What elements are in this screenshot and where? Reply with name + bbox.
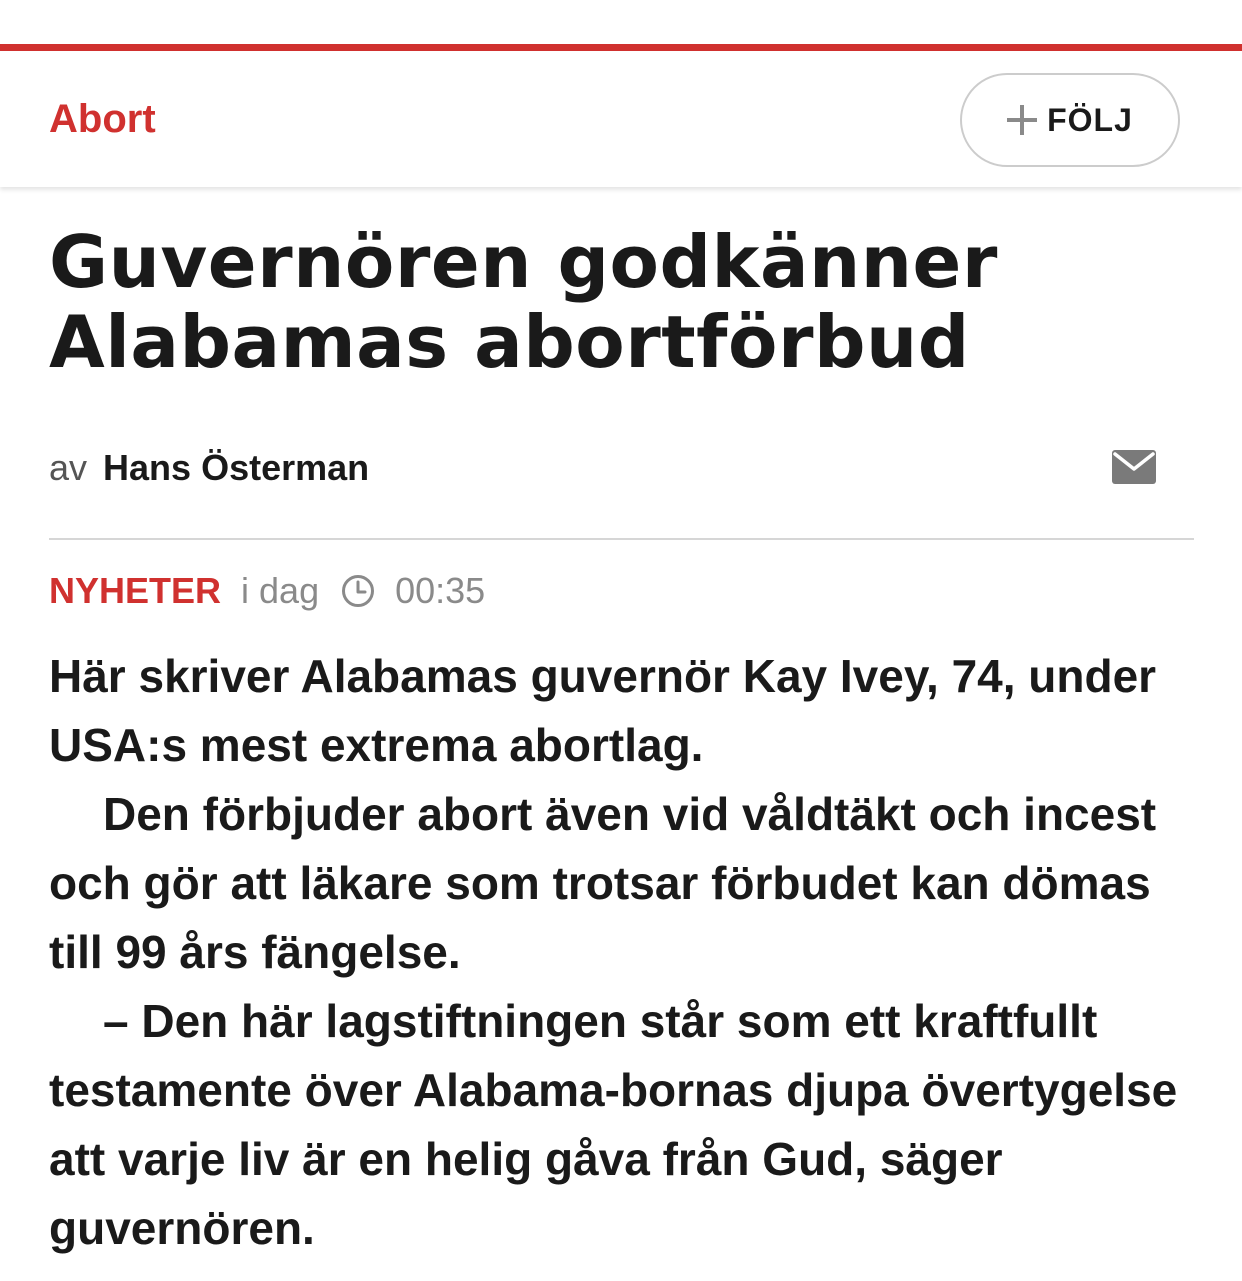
clock-icon xyxy=(341,574,375,608)
follow-label: FÖLJ xyxy=(1047,101,1133,138)
paragraph-1: Här skriver Alabamas guvernör Kay Ivey, 74, under USA:s mest extrema abortlag. xyxy=(49,650,1157,771)
divider xyxy=(49,538,1194,540)
paragraph-3: – Den här lagstiftningen står som ett kraftfullt testamente över Alabama-bornas djupa övertygelse att varje liv är en helig gåva från Gud, säger guvernören. xyxy=(49,995,1178,1254)
plus-icon xyxy=(1007,105,1037,135)
section-label[interactable]: NYHETER xyxy=(49,570,222,611)
topic-label[interactable]: Abort xyxy=(49,97,156,141)
article-meta xyxy=(49,568,485,614)
article-body xyxy=(49,642,1209,1263)
brand-accent-bar xyxy=(0,44,1242,51)
follow-button[interactable] xyxy=(960,73,1180,167)
mail-icon[interactable] xyxy=(1112,450,1156,484)
topic-header xyxy=(0,51,1242,187)
paragraph-2: Den förbjuder abort även vid våldtäkt och incest och gör att läkare som trotsar förbudet kan dömas till 99 års fängelse. xyxy=(49,788,1157,978)
publish-date: i dag xyxy=(241,570,320,611)
author-name[interactable]: Hans Österman xyxy=(103,447,370,488)
byline xyxy=(49,446,369,490)
article-headline: Guvernören godkänner Alabamas abortförbud xyxy=(49,220,998,384)
byline-prefix: av xyxy=(49,447,88,488)
publish-time: 00:35 xyxy=(395,570,486,611)
